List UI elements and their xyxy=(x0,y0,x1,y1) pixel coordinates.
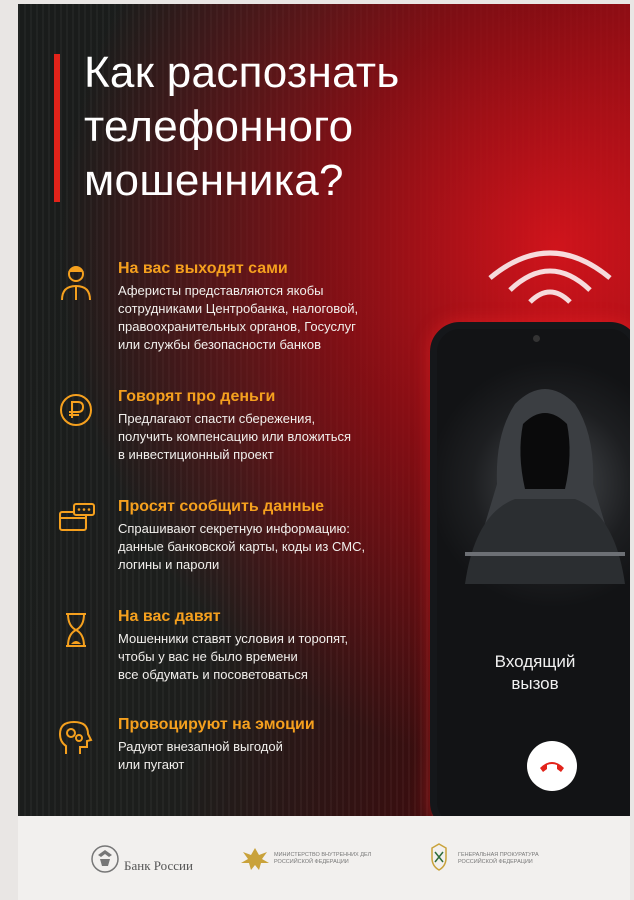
tip-text: Мошенники ставят условия и торопят, чтобы у вас не было времени все обдумать и посоветоваться xyxy=(118,631,349,682)
tip-heading: Просят сообщить данные xyxy=(118,498,325,515)
phone-mockup xyxy=(430,322,630,816)
tip-text: Спрашивают секретную информацию: данные банковской карты, коды из СМС, логины и пароли xyxy=(118,521,366,572)
hang-up-button[interactable] xyxy=(527,741,577,791)
message-card-icon xyxy=(54,498,98,542)
tip-heading: На вас давят xyxy=(118,608,221,625)
tip-heading: На вас выходят сами xyxy=(118,260,288,277)
hang-up-phone-icon xyxy=(536,750,568,782)
incoming-call-label: Входящий вызов xyxy=(494,652,576,693)
tip-text: Предлагают спасти сбережения, получить компенсацию или вложиться в инвестиционный проект xyxy=(118,411,352,462)
title-line: Как распознать xyxy=(84,48,400,97)
title-line: телефонного xyxy=(84,102,354,151)
tip-text: Радуют внезапной выгодой или пугают xyxy=(118,739,283,772)
ruble-coin-icon xyxy=(54,388,98,432)
tip-text: Аферисты представляются якобы сотрудниками Центробанка, налоговой, правоохранительных органов, Госуслуг или службы безопасности банков xyxy=(118,283,359,352)
poster xyxy=(18,4,630,816)
bank-of-russia-emblem-icon xyxy=(90,844,120,874)
hourglass-icon xyxy=(54,608,98,652)
poster-title xyxy=(84,46,504,208)
phone-camera xyxy=(533,335,540,342)
bank-name: Банк России xyxy=(124,858,193,873)
ministry-name: МИНИСТЕРСТВО ВНУТРЕННИХ ДЕЛ РОССИЙСКОЙ ФЕДЕРАЦИИ xyxy=(274,852,372,865)
prosecutor-emblem-icon xyxy=(426,842,452,872)
footer-logos xyxy=(18,816,630,900)
hooded-caller-image xyxy=(455,374,630,584)
title-line: мошенника? xyxy=(84,156,344,205)
person-icon xyxy=(54,260,98,304)
prosecutor-name: ГЕНЕРАЛЬНАЯ ПРОКУРАТУРА РОССИЙСКОЙ ФЕДЕРАЦИИ xyxy=(458,852,539,865)
signal-waves-icon xyxy=(480,238,620,308)
head-gears-icon xyxy=(54,716,98,760)
tip-heading: Провоцируют на эмоции xyxy=(118,716,315,733)
ministry-emblem-icon xyxy=(240,846,270,872)
tip-heading: Говорят про деньги xyxy=(118,388,276,405)
title-accent-bar xyxy=(54,54,60,202)
